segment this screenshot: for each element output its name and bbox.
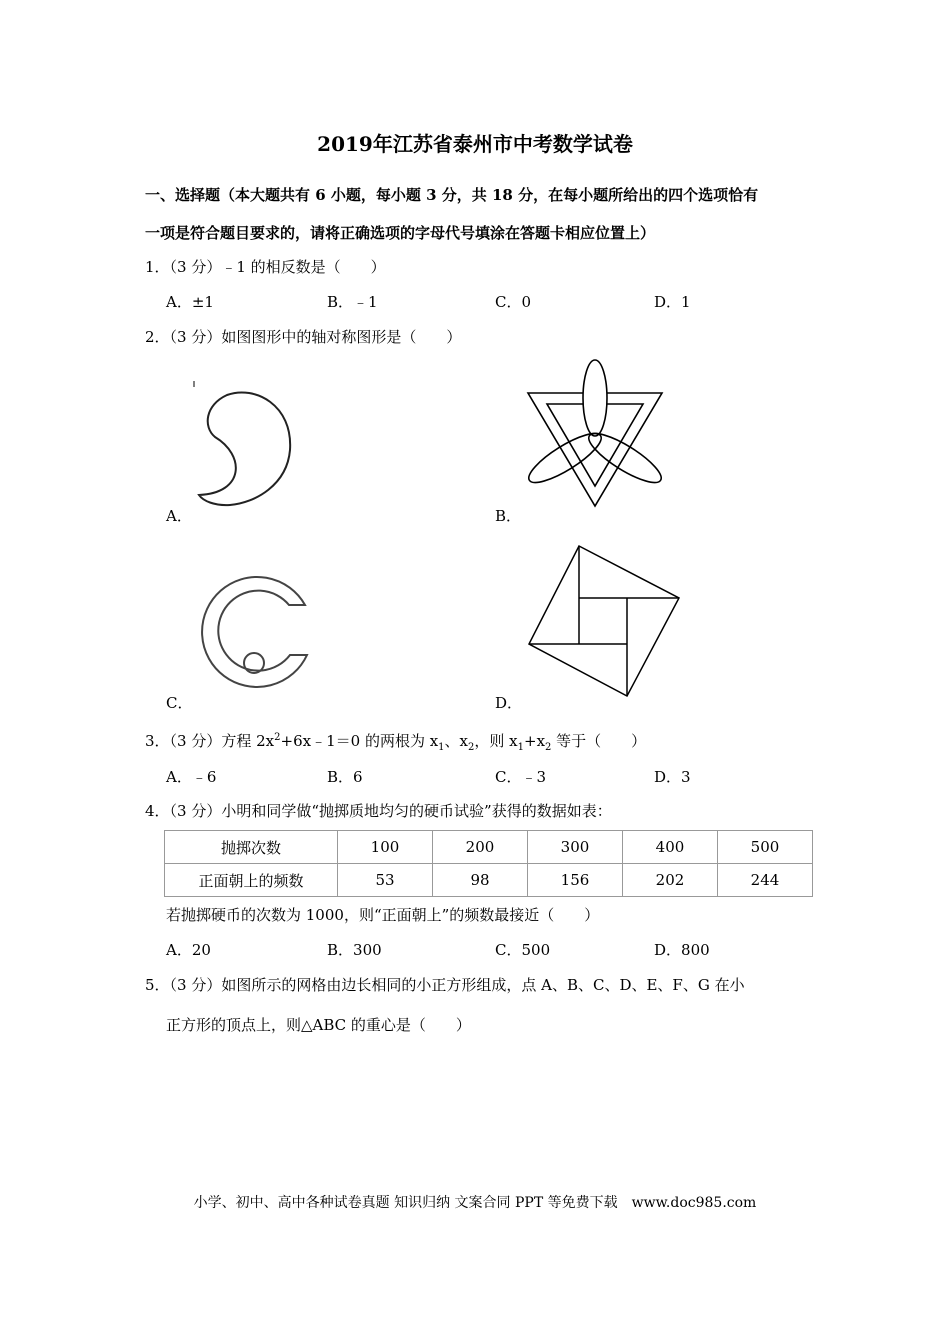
q2-label-d: D． bbox=[495, 694, 523, 712]
q3-option-c: C．﹣3 bbox=[495, 768, 547, 786]
table-cell: 200 bbox=[433, 831, 528, 864]
table-cell: 500 bbox=[718, 831, 813, 864]
figure-b-triangle-ellipses bbox=[525, 358, 665, 508]
page-title: 2019年江苏省泰州市中考数学试卷 bbox=[317, 132, 633, 156]
table-cell: 抛掷次数 bbox=[165, 831, 338, 864]
q3-option-b: B．6 bbox=[327, 768, 363, 786]
q3-option-d: D．3 bbox=[654, 768, 691, 786]
q3-option-a: A．﹣6 bbox=[166, 768, 217, 786]
q1-option-a: A．±1 bbox=[166, 293, 214, 311]
table-cell: 400 bbox=[623, 831, 718, 864]
table-cell: 正面朝上的频数 bbox=[165, 864, 338, 897]
q4-option-a: A．20 bbox=[166, 941, 211, 959]
table-row bbox=[165, 864, 813, 897]
table-cell: 202 bbox=[623, 864, 718, 897]
q1-option-d: D．1 bbox=[654, 293, 691, 311]
q2-stem: 2．（3 分）如图图形中的轴对称图形是（ ） bbox=[145, 328, 462, 346]
q3-stem: 3．（3 分）方程 $2x^2+6x﹣1=0$ 的两根为 $x_1$、$x_2$，则 $x_1+x_2$ 等于（ ） bbox=[145, 732, 647, 753]
table-cell: 156 bbox=[528, 864, 623, 897]
q2-label-a: A． bbox=[166, 507, 192, 525]
q4-stem: 4．（3 分）小明和同学做“抛掷质地均匀的硬币试验”获得的数据如表： bbox=[145, 802, 612, 820]
table-row bbox=[165, 831, 813, 864]
q4-option-d: D．800 bbox=[654, 941, 710, 959]
q2-label-b: B． bbox=[495, 507, 522, 525]
table-cell: 244 bbox=[718, 864, 813, 897]
figure-c-ring-shape bbox=[195, 575, 315, 695]
q1-option-c: C．0 bbox=[495, 293, 532, 311]
section-heading-line2: 一项是符合题目要求的，请将正确选项的字母代号填涂在答题卡相应位置上） bbox=[145, 224, 656, 242]
table-cell: 300 bbox=[528, 831, 623, 864]
coin-toss-table bbox=[164, 830, 813, 897]
section-heading-line1: 一、选择题（本大题共有 6 小题，每小题 3 分，共 18 分，在每小题所给出的四个选项恰有 bbox=[145, 186, 759, 204]
q2-label-c: C． bbox=[166, 694, 193, 712]
q1-option-b: B．﹣1 bbox=[327, 293, 378, 311]
table-cell: 98 bbox=[433, 864, 528, 897]
page-footer: 小学、初中、高中各种试卷真题 知识归纳 文案合同 PPT 等免费下载 www.doc985.com bbox=[193, 1195, 757, 1211]
figure-a-comma-shape bbox=[185, 375, 300, 515]
figure-d-pinwheel-square bbox=[527, 545, 682, 697]
q5-stem-line2: 正方形的顶点上，则△ABC 的重心是（ ） bbox=[166, 1016, 471, 1034]
q4-followup: 若抛掷硬币的次数为 1000，则“正面朝上”的频数最接近（ ） bbox=[166, 906, 600, 924]
table-cell: 53 bbox=[338, 864, 433, 897]
q4-option-b: B．300 bbox=[327, 941, 382, 959]
q4-option-c: C．500 bbox=[495, 941, 551, 959]
q5-stem-line1: 5．（3 分）如图所示的网格由边长相同的小正方形组成，点 A、B、C、D、E、F、G 在小 bbox=[145, 976, 745, 994]
table-cell: 100 bbox=[338, 831, 433, 864]
q1-stem: 1．（3 分）﹣1 的相反数是（ ） bbox=[145, 258, 386, 276]
